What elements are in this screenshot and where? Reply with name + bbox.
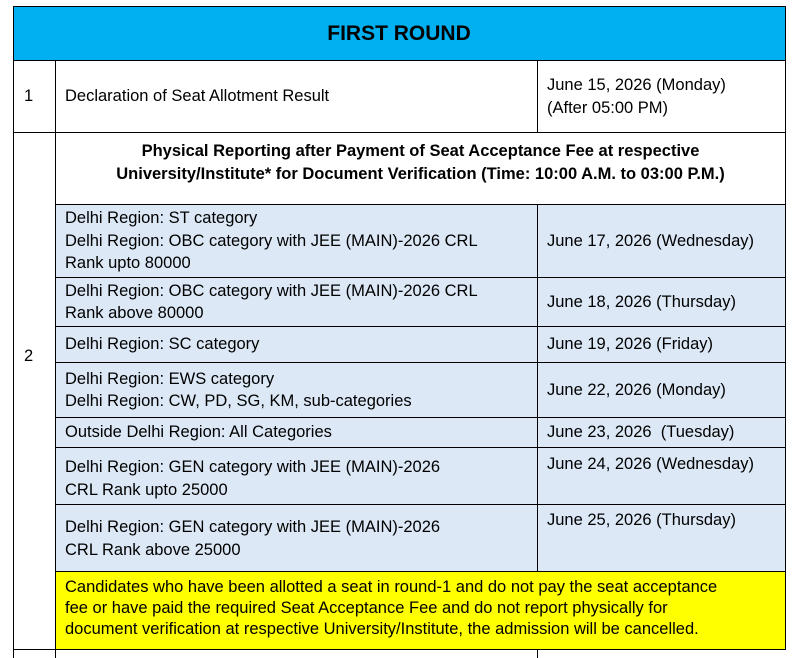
physical-reporting-heading: Physical Reporting after Payment of Seat Acceptance Fee at respective University/Institute* for Document Verification (Time: 10:00 A.M. to 03:00 P.M.) <box>116 141 725 183</box>
schedule-category: Delhi Region: OBC category with JEE (MAIN)-2026 CRL Rank above 80000 <box>65 281 478 322</box>
schedule-date: June 19, 2026 (Friday) <box>547 335 714 354</box>
schedule-date: June 18, 2026 (Thursday) <box>547 292 736 311</box>
round-title-text: FIRST ROUND <box>327 21 471 45</box>
schedule-date: June 24, 2026 (Wednesday) <box>547 455 754 473</box>
row-number-2: 2 <box>24 346 34 365</box>
schedule-category: Delhi Region: GEN category with JEE (MAIN)-2026 CRL Rank above 25000 <box>65 518 441 559</box>
schedule-date: June 22, 2026 (Monday) <box>547 380 726 399</box>
cancellation-note: Candidates who have been allotted a seat in round-1 and do not pay the seat acceptance fee or have paid the required Seat Acceptance Fee and do not report physically for document verification at respective University/Institute, the admission will be cancelled. <box>65 578 718 638</box>
schedule-category: Delhi Region: SC category <box>65 335 260 354</box>
date-line: June 15, 2026 (Monday) <box>547 76 726 94</box>
schedule-category: Delhi Region: GEN category with JEE (MAIN)-2026 CRL Rank upto 25000 <box>65 458 441 499</box>
schedule-category: Outside Delhi Region: All Categories <box>65 423 332 442</box>
time-line: (After 05:00 PM) <box>547 98 669 117</box>
round-title <box>13 7 785 60</box>
event-declaration-result: Declaration of Seat Allotment Result <box>65 87 330 106</box>
schedule-date: June 23, 2026 (Tuesday) <box>547 423 735 442</box>
schedule-category: Delhi Region: ST category Delhi Region: OBC category with JEE (MAIN)-2026 CRL Rank upto 80000 <box>65 209 478 273</box>
schedule-date: June 25, 2026 (Thursday) <box>547 511 736 529</box>
schedule-category: Delhi Region: EWS category Delhi Region: CW, PD, SG, KM, sub-categories <box>65 369 412 410</box>
date-declaration-result <box>538 61 785 132</box>
schedule-date: June 17, 2026 (Wednesday) <box>547 231 754 250</box>
row-number-1: 1 <box>24 87 34 106</box>
